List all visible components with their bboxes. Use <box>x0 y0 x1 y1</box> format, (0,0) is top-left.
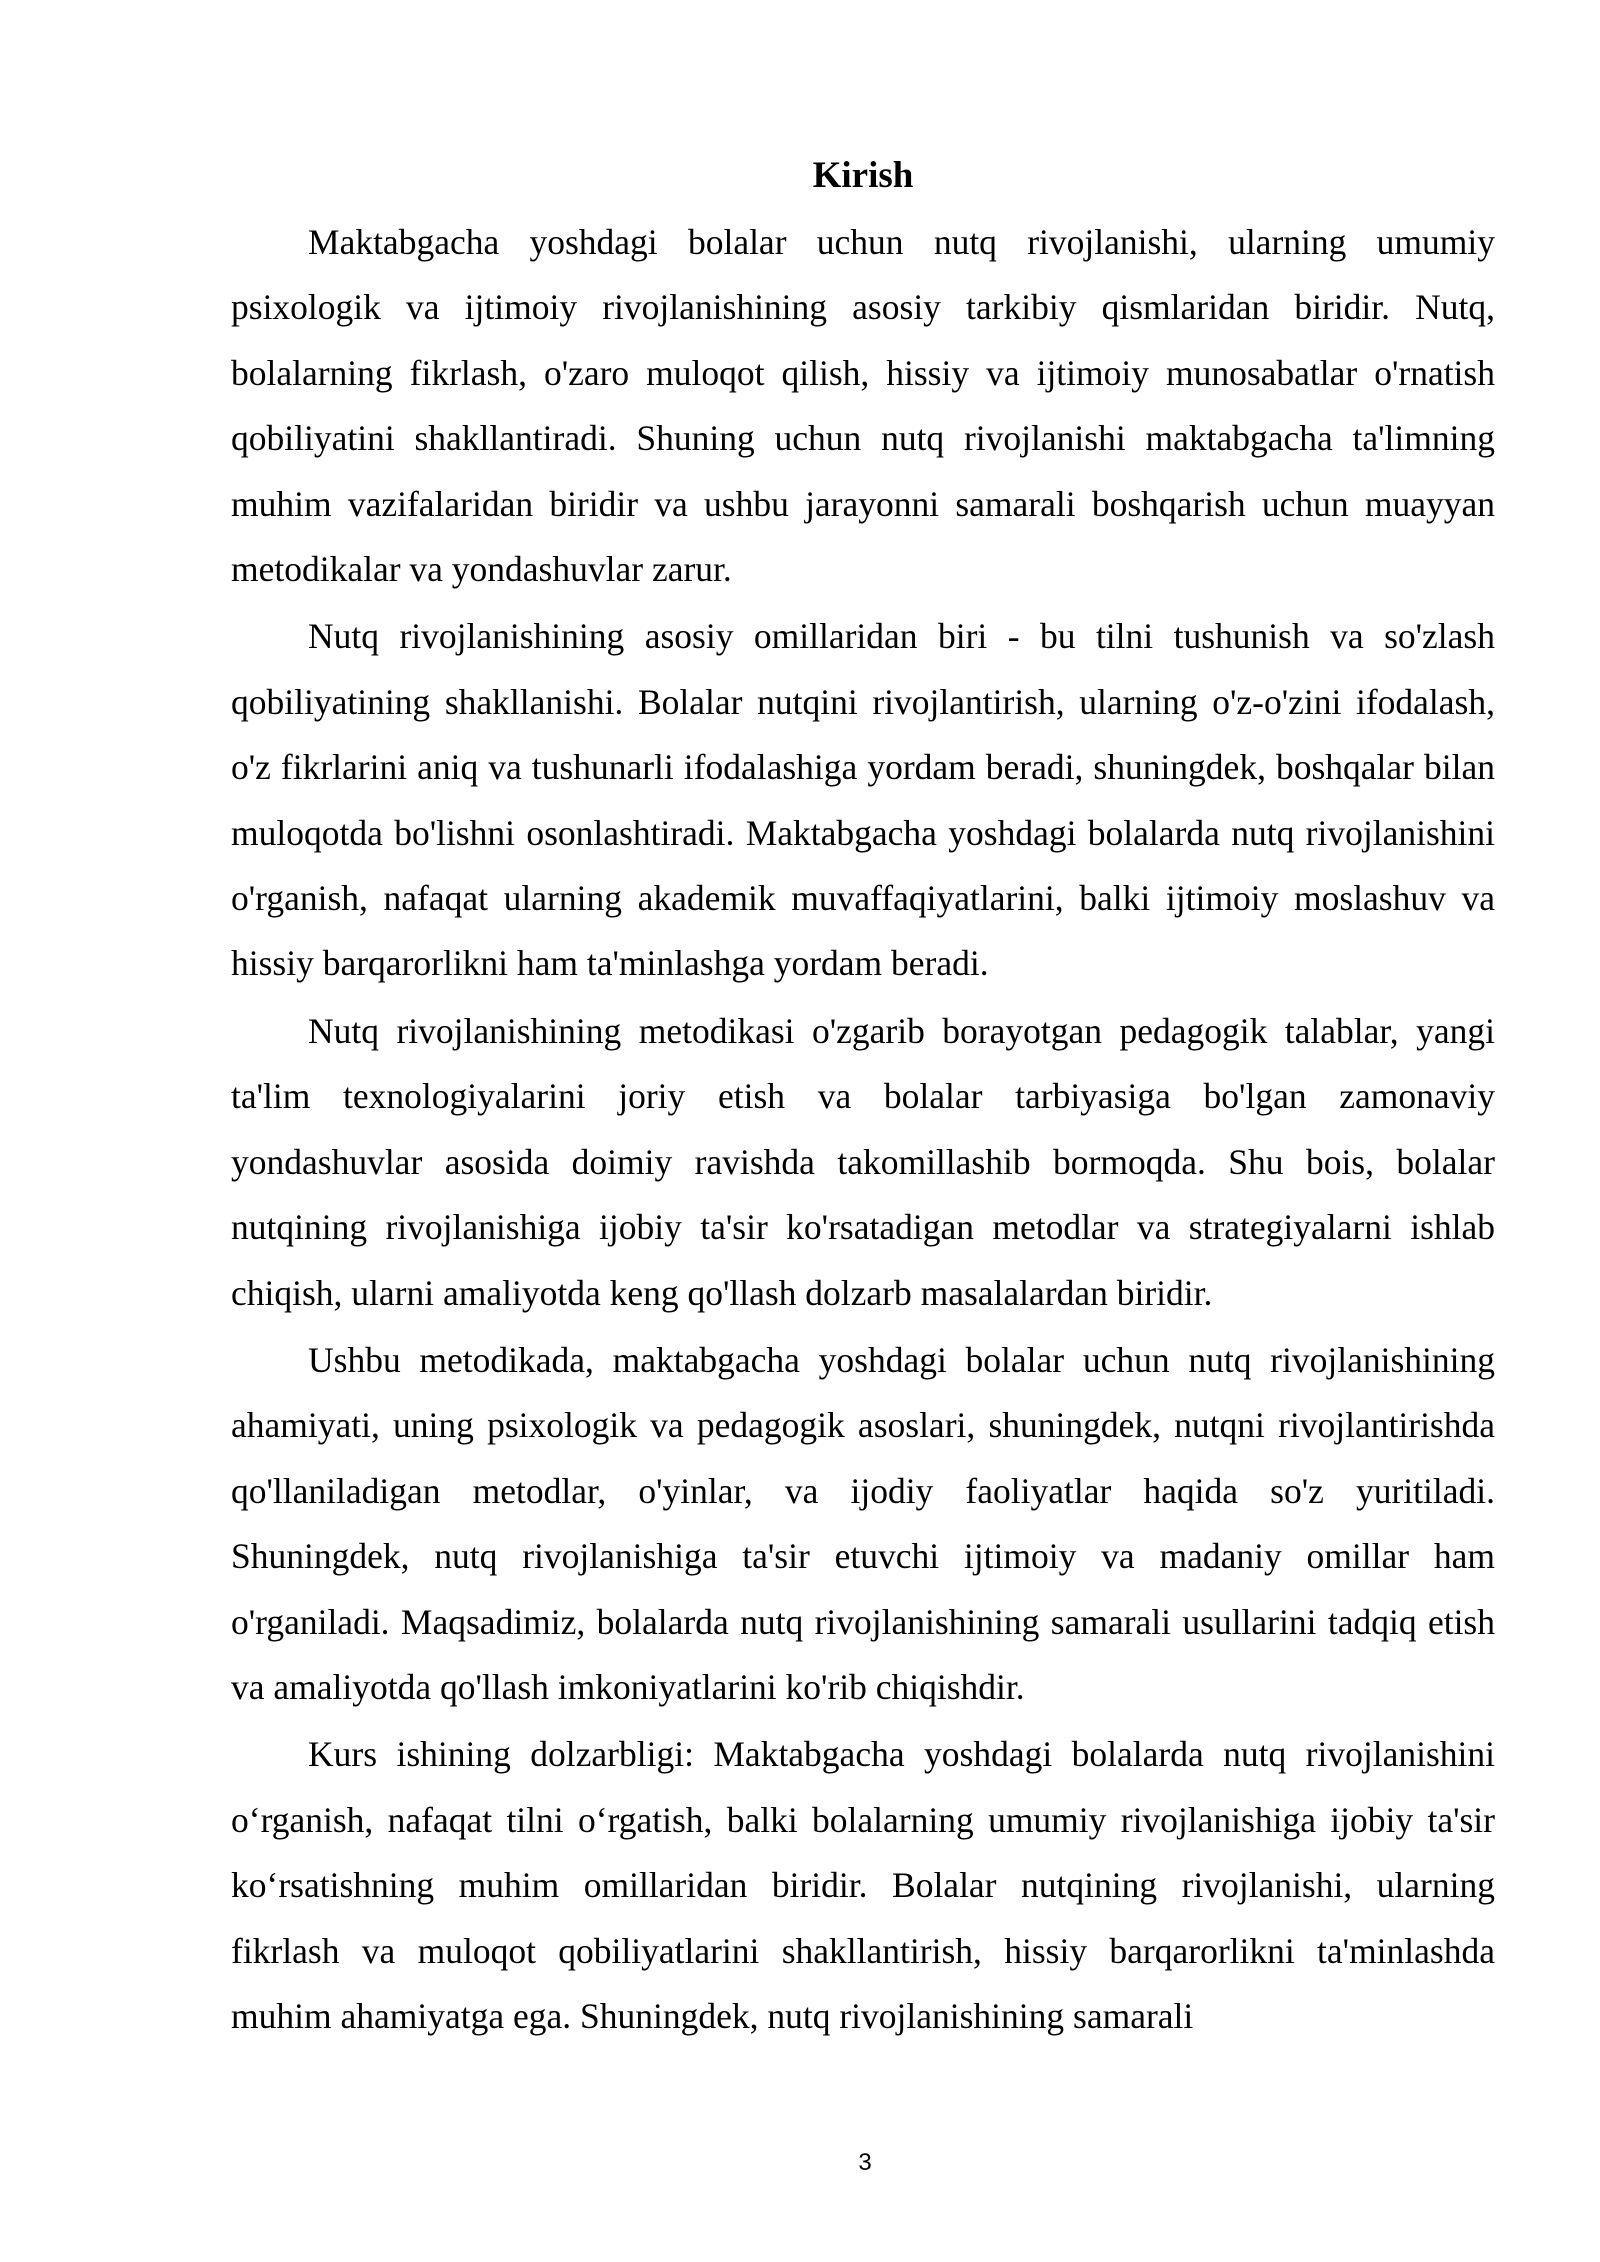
paragraph-5: Kurs ishining dolzarbligi: Maktabgacha yoshdagi bolalarda nutq rivojlanishini o‘rganish, nafaqat tilni o‘rgatish, balki bolalarning umumiy rivojlanishiga ijobiy ta'sir ko‘rsatishning muhim omillaridan biridir. Bolalar nutqining rivojlanishi, ularning fikrlash va muloqot qobiliyatlarini shakllantirish, hissiy barqarorlikni ta'minlashda muhim ahamiyatga ega. Shuningdek, nutq rivojlanishining samarali <box>231 1734 1495 2036</box>
paragraph-1: Maktabgacha yoshdagi bolalar uchun nutq rivojlanishi, ularning umumiy psixologik va ijtimoiy rivojlanishining asosiy tarkibiy qismlaridan biridir. Nutq, bolalarning fikrlash, o'zaro muloqot qilish, hissiy va ijtimoiy munosabatlar o'rnatish qobiliyatini shakllantiradi. Shuning uchun nutq rivojlanishi maktabgacha ta'limning muhim vazifalaridan biridir va ushbu jarayonni samarali boshqarish uchun muayyan metodikalar va yondashuvlar zarur. <box>231 222 1495 590</box>
section-title: Kirish <box>812 155 914 196</box>
paragraph-4: Ushbu metodikada, maktabgacha yoshdagi bolalar uchun nutq rivojlanishining ahamiyati, uning psixologik va pedagogik asoslari, shuningdek, nutqni rivojlantirishda qo'llaniladigan metodlar, o'yinlar, va ijodiy faoliyatlar haqida so'z yuritiladi. Shuningdek, nutq rivojlanishiga ta'sir etuvchi ijtimoiy va madaniy omillar ham o'rganiladi. Maqsadimiz, bolalarda nutq rivojlanishining samarali usullarini tadqiq etish va amaliyotda qo'llash imkoniyatlarini ko'rib chiqishdir. <box>231 1339 1495 1707</box>
paragraph-2: Nutq rivojlanishining asosiy omillaridan biri - bu tilni tushunish va so'zlash qobiliyatining shakllanishi. Bolalar nutqini rivojlantirish, ularning o'z-o'zini ifodalash, o'z fikrlarini aniq va tushunarli ifodalashiga yordam beradi, shuningdek, boshqalar bilan muloqotda bo'lishni osonlashtiradi. Maktabgacha yoshdagi bolalarda nutq rivojlanishini o'rganish, nafaqat ularning akademik muvaffaqiyatlarini, balki ijtimoiy moslashuv va hissiy barqarorlikni ham ta'minlashga yordam beradi. <box>231 616 1495 984</box>
page-number: 3 <box>858 2149 872 2176</box>
page-content <box>231 146 1495 2051</box>
paragraph-3: Nutq rivojlanishining metodikasi o'zgarib borayotgan pedagogik talablar, yangi ta'lim texnologiyalarini joriy etish va bolalar tarbiyasiga bo'lgan zamonaviy yondashuvlar asosida doimiy ravishda takomillashib bormoqda. Shu bois, bolalar nutqining rivojlanishiga ijobiy ta'sir ko'rsatadigan metodlar va strategiyalarni ishlab chiqish, ularni amaliyotda keng qo'llash dolzarb masalalardan biridir. <box>231 1010 1495 1313</box>
